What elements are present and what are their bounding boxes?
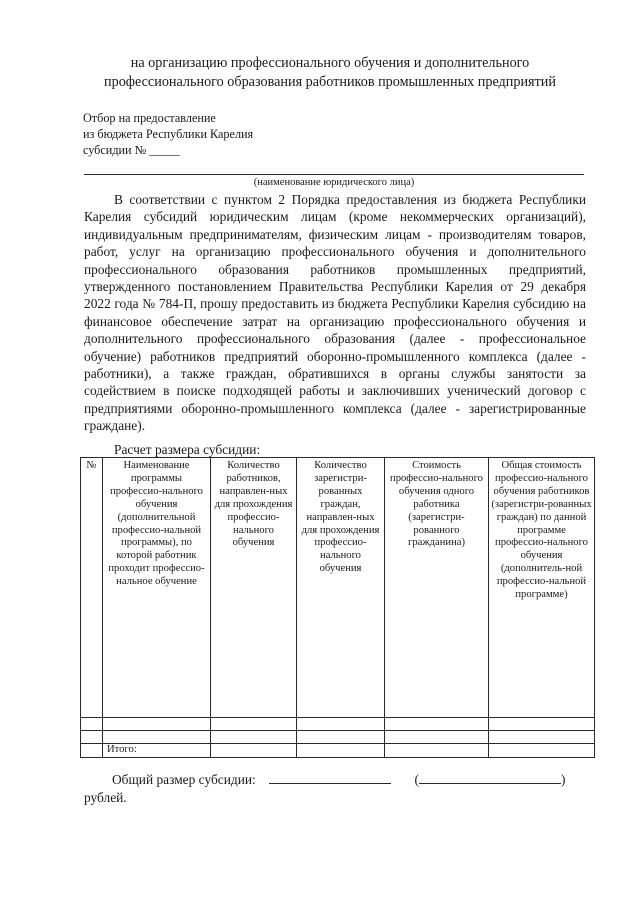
organization-name-caption: (наименование юридического лица)	[253, 177, 415, 188]
table-header-row	[81, 458, 595, 718]
selection-line-2: из бюджета Республики Карелия	[83, 127, 254, 141]
subsidy-calculation-table	[80, 457, 595, 758]
organization-name-line	[84, 174, 584, 175]
calculation-label: Расчет размера субсидии:	[114, 442, 261, 457]
header-number: №	[81, 458, 103, 718]
amount-digits-blank	[269, 771, 391, 784]
header-citizens-count: Количество зарегистри-рованных граждан, направлен-ных для прохождения профессио-нального обучения	[297, 458, 385, 718]
header-workers-count: Количество работников, направлен-ных для прохождения профессио-нального обучения	[211, 458, 297, 718]
total-subsidy-line	[112, 771, 565, 788]
title-line-2: профессионального образования работников промышленных предприятий	[104, 74, 556, 90]
table-row	[81, 718, 595, 731]
table-row	[81, 731, 595, 744]
document-title	[60, 54, 600, 92]
total-label: Итого:	[103, 744, 211, 758]
header-total-cost: Общая стоимость профессио-нального обучения работников (зарегистри-рованных граждан) по данной программе профессио-нального обучения (дополнитель-ной профессио-нальной программе)	[489, 458, 595, 718]
title-line-1: на организацию профессионального обучения и дополнительного	[130, 55, 530, 71]
selection-line-3: субсидии № _____	[83, 143, 180, 157]
application-paragraph: В соответствии с пунктом 2 Порядка предоставления из бюджета Республики Карелия субсидий юридическим лицам (кроме некоммерческих организаций), индивидуальным предпринимателям, физическим лицам - производителям товаров, работ, услуг на организацию профессионального обучения и дополнительного профессионального образования работников промышленных предприятий, утвержденного постановлением Правительства Республики Карелия от 29 декабря 2022 года № 784-П, прошу предоставить из бюджета Республики Карелия субсидию на финансовое обеспечение затрат на организацию профессионального обучения и дополнительного профессионального образования (далее - профессиональное обучение) работников предприятий оборонно-промышленного комплекса (далее - работники), а также граждан, обратившихся в органы службы занятости за содействием в поиске подходящей работы и заключивших ученический договор с предприятиями оборонно-промышленного комплекса (далее - зарегистрированные граждане).	[84, 192, 586, 434]
selection-reference	[83, 110, 253, 158]
amount-words-open-paren: (	[414, 772, 419, 787]
amount-words-close-paren: )	[560, 772, 566, 787]
header-unit-cost: Стоимость профессио-нального обучения одного работника (зарегистри-рованного гражданина)	[385, 458, 489, 718]
selection-line-1: Отбор на предоставление	[83, 111, 216, 125]
total-subsidy-label: Общий размер субсидии:	[112, 772, 256, 787]
header-program-name: Наименование программы профессио-нального обучения (дополнительной профессио-нальной программы), по которой работник проходит профессио-нальное обучение	[103, 458, 211, 718]
currency-label: рублей.	[84, 790, 127, 805]
table-total-row	[81, 744, 595, 758]
amount-words-blank	[419, 771, 561, 784]
